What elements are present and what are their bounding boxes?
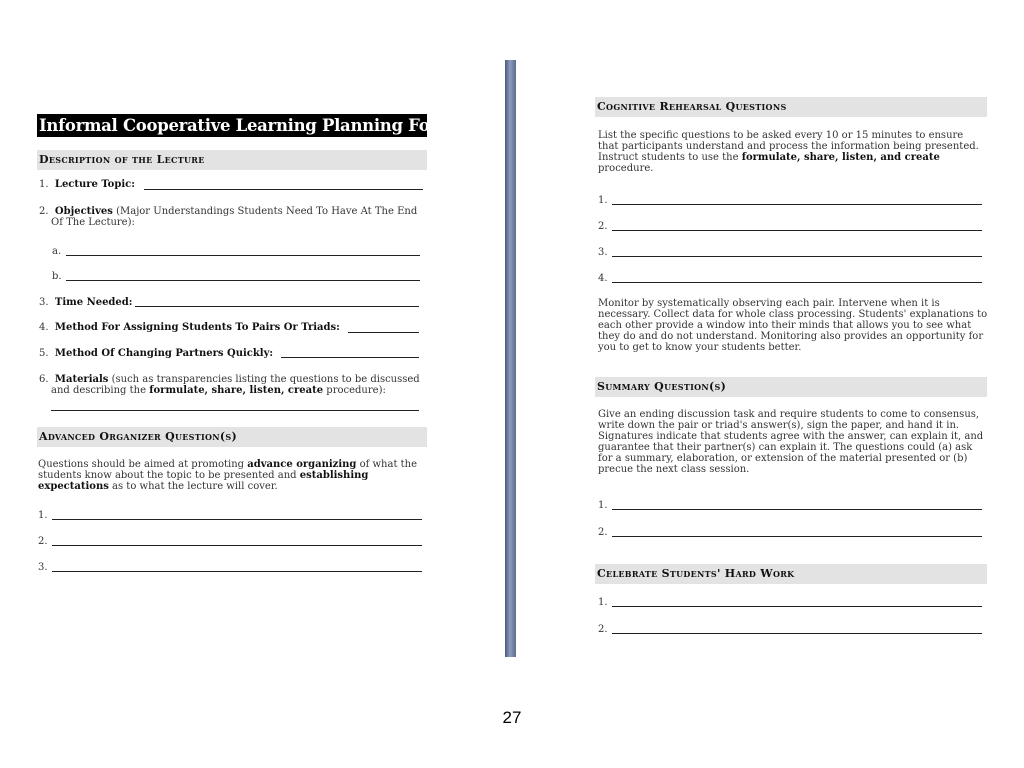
lecture-topic-field[interactable] [144,189,423,190]
summary-q2-field[interactable] [612,536,982,537]
celebrate-q1-number: 1. [598,597,608,608]
advanced-q2-field[interactable] [52,545,422,546]
materials-item: 6. Materials (such as transparencies listing the questions to be discussed and describing the formulate, share, listen, create procedure): [39,374,420,396]
changing-partners-label: Method Of Changing Partners Quickly: [54,348,274,359]
section-header-cognitive-rehearsal: Cognitive Rehearsal Questions [595,97,987,117]
lecture-topic-label: Lecture Topic: [54,179,135,190]
celebrate-q2-number: 2. [598,624,608,635]
cognitive-q4-field[interactable] [612,282,982,283]
item-number: 1. [39,179,49,190]
advanced-q2-number: 2. [38,536,48,547]
cognitive-q3-number: 3. [598,247,608,258]
changing-partners-item: 5. Method Of Changing Partners Quickly: [39,348,274,359]
objective-b-field[interactable] [66,280,420,281]
section-header-summary: Summary Question(s) [595,377,987,397]
advanced-q1-number: 1. [38,510,48,521]
advanced-q1-field[interactable] [52,519,422,520]
celebrate-q1-field[interactable] [612,606,982,607]
cognitive-rehearsal-text: List the specific questions to be asked every 10 or 15 minutes to ensure that participants understand and process the information being presented. Instruct students to use the formulate, share, listen, and create procedure. [598,130,979,174]
advanced-q3-field[interactable] [52,571,422,572]
lecture-topic-item [39,179,135,191]
materials-label: Materials [54,374,109,385]
section-header-celebrate: Celebrate Students' Hard Work [595,564,987,584]
advanced-q3-number: 3. [38,562,48,573]
section-header-description: Description of the Lecture [37,150,427,170]
objective-b-label: b. [52,271,62,282]
section-header-advanced-organizer: Advanced Organizer Question(s) [37,427,427,447]
time-needed-field[interactable] [135,306,419,307]
objectives-item: 2. Objectives (Major Understandings Students Need To Have At The End Of The Lecture): [39,206,418,228]
page-number: 27 [502,708,522,727]
changing-partners-field[interactable] [281,357,419,358]
cognitive-q1-number: 1. [598,195,608,206]
summary-q1-number: 1. [598,500,608,511]
summary-text: Give an ending discussion task and require students to come to consensus, write down the pair or triad's answer(s), sign the paper, and hand it in. Signatures indicate that students agree with the answer, can explain it, and guarantee that their partner(s) can explain it. The questions could (a) ask for a summary, elaboration, or extension of the material presented or (b) precue the next class session. [598,409,984,475]
method-assigning-field[interactable] [348,332,419,333]
cognitive-q2-field[interactable] [612,230,982,231]
method-assigning-item: 4. Method For Assigning Students To Pairs Or Triads: [39,322,340,333]
page-divider [505,60,516,657]
summary-q2-number: 2. [598,527,608,538]
objective-a-label: a. [52,246,62,257]
time-needed-item: 3. Time Needed: [39,297,133,308]
cognitive-q2-number: 2. [598,221,608,232]
method-assigning-label: Method For Assigning Students To Pairs Or Triads: [54,322,340,333]
materials-field[interactable] [51,410,419,411]
objectives-label: Objectives [54,206,113,217]
form-title: Informal Cooperative Learning Planning Form [39,116,455,135]
time-needed-label: Time Needed: [54,297,133,308]
cognitive-q1-field[interactable] [612,204,982,205]
advanced-organizer-text: Questions should be aimed at promoting advance organizing of what the students know about the topic to be presented and establishing expectations as to what the lecture will cover. [38,459,418,492]
monitor-text: Monitor by systematically observing each pair. Intervene when it is necessary. Collect data for whole class processing. Students' explanations to each other provide a window into their minds that allows you to see what they do and do not understand. Monitoring also provides an opportunity for you to get to know your students better. [598,298,988,353]
cognitive-q3-field[interactable] [612,256,982,257]
summary-q1-field[interactable] [612,509,982,510]
objective-a-field[interactable] [66,255,420,256]
cognitive-q4-number: 4. [598,273,608,284]
celebrate-q2-field[interactable] [612,633,982,634]
